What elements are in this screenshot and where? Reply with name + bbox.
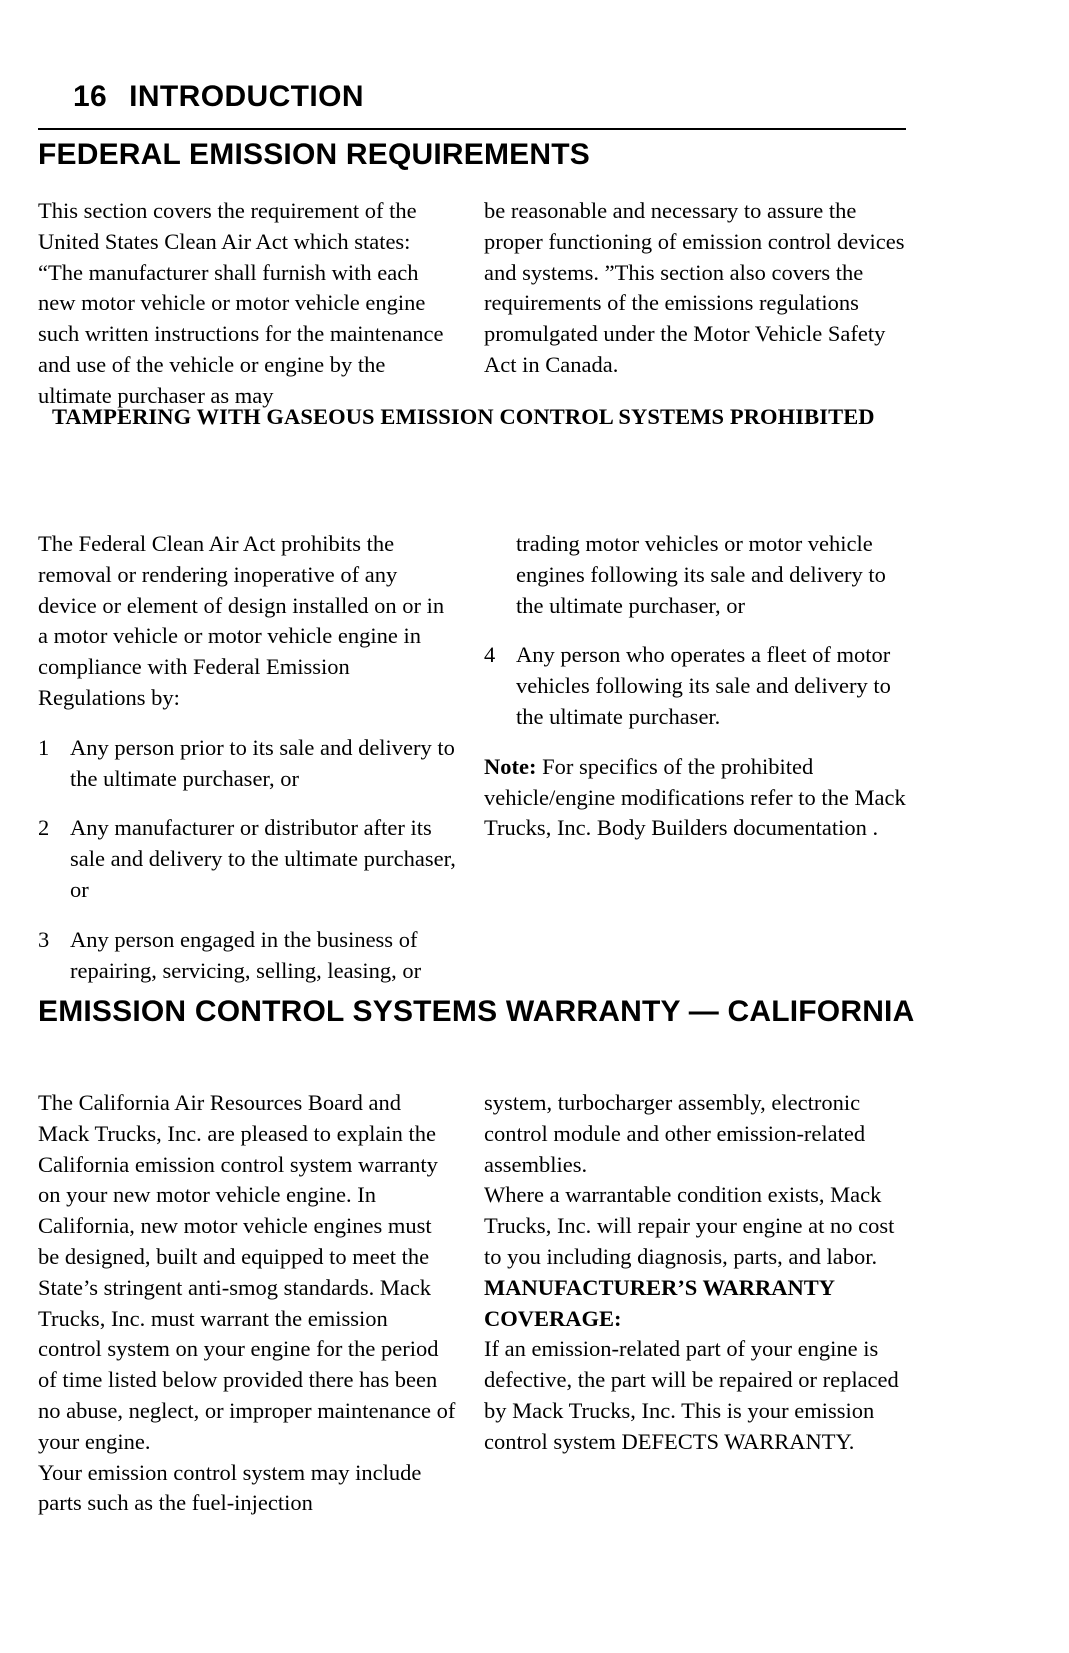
list-item-text: Any manufacturer or distributor after its sale and delivery to the ultimate purchaser, or xyxy=(70,815,456,902)
list-item-number: 4 xyxy=(484,642,496,668)
california-right-column xyxy=(484,1088,908,1458)
list-item xyxy=(38,813,456,905)
paragraph: Where a warrantable condition exists, Mack Trucks, Inc. will repair your engine at no cost to you including diagnosis, parts, and labor. xyxy=(484,1182,895,1269)
subheading-tampering-prohibited: TAMPERING WITH GASEOUS EMISSION CONTROL SYSTEMS PROHIBITED xyxy=(52,404,875,429)
federal-intro-left-column xyxy=(38,196,456,412)
tampering-right-column xyxy=(484,529,908,844)
paragraph: be reasonable and necessary to assure the proper functioning of emission control devices and systems. ”This section also covers the requirements of the emissions regulations promulgated under the Motor Vehicle Safety Act in Canada. xyxy=(484,198,905,377)
note-paragraph xyxy=(484,752,908,844)
list-item-continuation: trading motor vehicles or motor vehicle engines following its sale and delivery to the ultimate purchaser, or xyxy=(516,531,886,618)
running-head xyxy=(38,46,364,148)
paragraph: The California Air Resources Board and Mack Trucks, Inc. are pleased to explain the California emission control system warranty on your new motor vehicle engine. In California, new motor vehicle engines must be designed, built and equipped to meet the State’s stringent anti-smog standards. Mack Trucks, Inc. must warrant the emission control system on your engine for the period of time listed below provided there has been no abuse, neglect, or improper maintenance of your engine. xyxy=(38,1090,456,1454)
list-item-number: 1 xyxy=(38,734,50,760)
prohibited-actions-list xyxy=(38,733,456,987)
subheading-manufacturers-warranty-coverage: MANUFACTURER’S WARRANTY COVERAGE: xyxy=(484,1274,835,1331)
paragraph: The Federal Clean Air Act prohibits the removal or rendering inoperative of any device or element of design installed on or in a motor vehicle or motor vehicle engine in compliance with Federal Emission Regulations by: xyxy=(38,531,445,710)
list-item-text: Any person who operates a fleet of motor vehicles following its sale and delivery to the ultimate purchaser. xyxy=(516,642,891,729)
list-item xyxy=(484,640,908,732)
paragraph: This section covers the requirement of the United States Clean Air Act which states: “The manufacturer shall furnish with each new motor vehicle or motor vehicle engine such written instructions for the maintenance and use of the vehicle or engine by the ultimate purchaser as may xyxy=(38,198,444,408)
list-item-text: Any person engaged in the business of repairing, servicing, selling, leasing, or xyxy=(70,926,422,983)
list-item-text: Any person prior to its sale and delivery to the ultimate purchaser, or xyxy=(70,734,455,791)
list-item xyxy=(38,733,456,795)
paragraph: Your emission control system may include parts such as the fuel-injection xyxy=(38,1459,422,1516)
federal-intro-right-column xyxy=(484,196,908,381)
paragraph: If an emission-related part of your engine is defective, the part will be repaired or replaced by Mack Trucks, Inc. This is your emission control system DEFECTS WARRANTY. xyxy=(484,1336,899,1454)
page-number: 16 xyxy=(72,80,108,113)
list-item xyxy=(38,925,456,987)
prohibited-actions-list-continued xyxy=(484,640,908,732)
tampering-left-column xyxy=(38,529,456,986)
california-left-column xyxy=(38,1088,456,1519)
list-item-number: 3 xyxy=(38,926,50,952)
section-heading-emission-control-systems-warranty-california: EMISSION CONTROL SYSTEMS WARRANTY — CALIFORNIA xyxy=(38,995,915,1028)
note-text: For specifics of the prohibited vehicle/engine modifications refer to the Mack Trucks, Inc. Body Builders documentation . xyxy=(484,753,906,841)
paragraph: system, turbocharger assembly, electronic control module and other emission-related assemblies. xyxy=(484,1090,866,1177)
note-label: Note: xyxy=(484,753,537,779)
running-head-title: INTRODUCTION xyxy=(129,80,364,113)
list-item-number: 2 xyxy=(38,815,50,841)
header-divider-rule xyxy=(38,128,906,130)
section-heading-federal-emission-requirements: FEDERAL EMISSION REQUIREMENTS xyxy=(38,138,590,171)
